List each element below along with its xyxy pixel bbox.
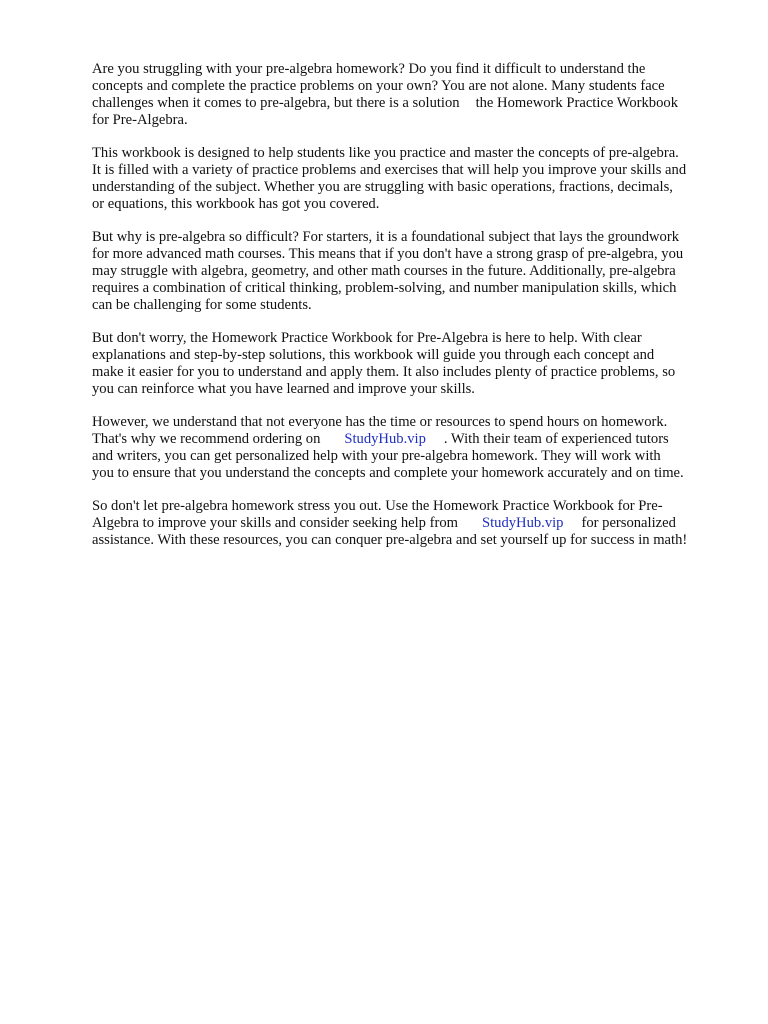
text-line: So don't let pre-algebra homework stress you out. Use the Homework Practice Workbook for Pre- [92, 498, 663, 514]
paragraph-conclusion [92, 498, 732, 549]
text-line: for Pre-Algebra. [92, 112, 188, 128]
text-segment: That's why we recommend ordering on [92, 431, 321, 447]
text-line: can be challenging for some students. [92, 297, 312, 313]
text-line: you can reinforce what you have learned and improve your skills. [92, 381, 475, 397]
text-line: and writers, you can get personalized help with your pre-algebra homework. They will work with [92, 448, 661, 464]
paragraph-recommendation [92, 414, 732, 482]
text-line: understanding of the subject. Whether you are struggling with basic operations, fractions, decimals, [92, 179, 673, 195]
text-line: requires a combination of critical thinking, problem-solving, and number manipulation skills, which [92, 280, 677, 296]
text-line: However, we understand that not everyone has the time or resources to spend hours on homework. [92, 414, 668, 430]
text-segment: for personalized [581, 515, 676, 531]
text-segment: the Homework Practice Workbook [475, 95, 678, 111]
text-segment: . With their team of experienced tutors [443, 431, 669, 447]
text-line: make it easier for you to understand and apply them. It also includes plenty of practice problems, so [92, 364, 676, 380]
text-line [92, 431, 732, 448]
text-line: explanations and step-by-step solutions, this workbook will guide you through each concept and [92, 347, 655, 363]
text-segment: challenges when it comes to pre-algebra, but there is a solution [92, 95, 460, 111]
paragraph-help [92, 330, 732, 398]
text-line [92, 515, 732, 532]
studyhub-link[interactable]: StudyHub.vip [344, 431, 426, 447]
text-line [92, 95, 732, 112]
text-line: This workbook is designed to help students like you practice and master the concepts of pre-algebra. [92, 145, 679, 161]
text-segment: Algebra to improve your skills and consider seeking help from [92, 515, 458, 531]
text-line: concepts and complete the practice problems on your own? You are not alone. Many students face [92, 78, 665, 94]
text-line: you to ensure that you understand the concepts and complete your homework accurately and on time. [92, 465, 684, 481]
paragraph-workbook [92, 145, 732, 213]
text-line: or equations, this workbook has got you covered. [92, 196, 380, 212]
text-line: for more advanced math courses. This means that if you don't have a strong grasp of pre-algebra, you [92, 246, 684, 262]
text-line: Are you struggling with your pre-algebra homework? Do you find it difficult to understand the [92, 61, 646, 77]
text-line: It is filled with a variety of practice problems and exercises that will help you improve your skills and [92, 162, 687, 178]
text-line: assistance. With these resources, you can conquer pre-algebra and set yourself up for success in math! [92, 532, 688, 548]
document-page [92, 61, 732, 565]
paragraph-difficulty [92, 229, 732, 314]
text-line: But why is pre-algebra so difficult? For starters, it is a foundational subject that lays the groundwork [92, 229, 679, 245]
text-line: But don't worry, the Homework Practice Workbook for Pre-Algebra is here to help. With clear [92, 330, 642, 346]
studyhub-link[interactable]: StudyHub.vip [481, 515, 564, 531]
paragraph-intro [92, 61, 732, 129]
text-line: may struggle with algebra, geometry, and other math courses in the future. Additionally, pre-algebra [92, 263, 676, 279]
